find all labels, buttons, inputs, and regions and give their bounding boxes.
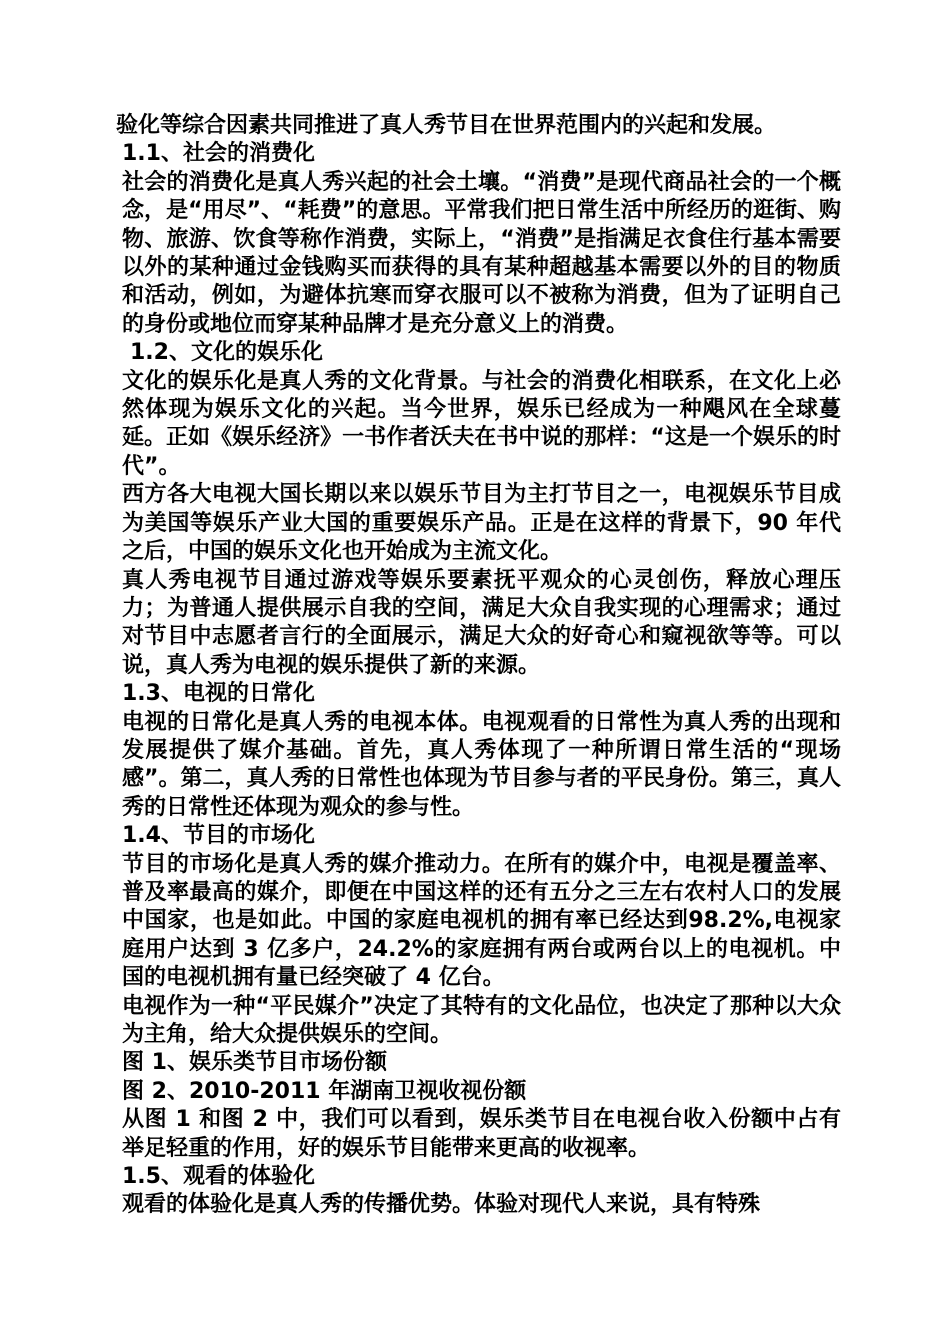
section-heading-1-2: 1.2、文化的娱乐化 (130, 340, 323, 366)
reality-show-function-paragraph: 真人秀电视节目通过游戏等娱乐要素抚平观众的心灵创伤，释放心理压力；为普通人提供展示自我的空间，满足大众自我实现的心理需求；通过对节目中志愿者言行的全面展示，满足大众的好奇心和窥视欲等等。可以说，真人秀为电视的娱乐提供了新的来源。 (122, 567, 841, 678)
intro-paragraph: 验化等综合因素共同推进了真人秀节目在世界范围内的兴起和发展。 (116, 113, 777, 138)
section-heading-1-4: 1.4、节目的市场化 (122, 823, 315, 849)
section-heading-1-1: 1.1、社会的消费化 (122, 141, 315, 167)
figure-discussion-paragraph: 从图 1 和图 2 中，我们可以看到，娱乐类节目在电视台收入份额中占有举足轻重的作用，好的娱乐节目能带来更高的收视率。 (122, 1107, 841, 1161)
figure-caption-2: 图 2、2010-2011 年湖南卫视收视份额 (122, 1078, 527, 1104)
consumption-paragraph: 社会的消费化是真人秀兴起的社会土壤。“消费”是现代商品社会的一个概念，是“用尽”、“耗费”的意思。平常我们把日常生活中所经历的逛街、购物、旅游、饮食等称作消费，实际上，“消费”是指满足衣食住行基本需要以外的某种通过金钱购买而获得的具有某种超越基本需要以外的目的物质和活动，例如，为避体抗寒而穿衣服可以不被称为消费，但为了证明自己的身份或地位而穿某种品牌才是充分意义上的消费。 (122, 169, 841, 337)
market-paragraph: 节目的市场化是真人秀的媒介推动力。在所有的媒介中，电视是覆盖率、普及率最高的媒介，即便在中国这样的还有五分之三左右农村人口的发展中国家，也是如此。中国的家庭电视机的拥有率已经达到98.2%,电视家庭用户达到 3 亿多户，24.2%的家庭拥有两台或两台以上的电视机。中国的电视机拥有量已经突破了 4 亿台。 (122, 851, 841, 991)
civilian-media-paragraph: 电视作为一种“平民媒介”决定了其特有的文化品位，也决定了那种以大众为主角，给大众提供娱乐的空间。 (122, 993, 841, 1047)
tv-daily-paragraph: 电视的日常化是真人秀的电视本体。电视观看的日常性为真人秀的出现和发展提供了媒介基础。首先，真人秀体现了一种所谓日常生活的“现场感”。第二，真人秀的日常性也体现为节目参与者的平民身份。第三，真人秀的日常性还体现为观众的参与性。 (122, 709, 841, 820)
document-body (116, 112, 841, 1220)
section-heading-1-5: 1.5、观看的体验化 (122, 1164, 315, 1190)
entertainment-paragraph: 文化的娱乐化是真人秀的文化背景。与社会的消费化相联系，在文化上必然体现为娱乐文化的兴起。当今世界，娱乐已经成为一种飓风在全球蔓延。正如《娱乐经济》一书作者沃夫在书中说的那样：“这是一个娱乐的时代”。 (122, 368, 841, 479)
section-heading-1-3: 1.3、电视的日常化 (122, 681, 315, 707)
experience-paragraph: 观看的体验化是真人秀的传播优势。体验对现代人来说，具有特殊 (122, 1192, 761, 1218)
figure-caption-1: 图 1、娱乐类节目市场份额 (122, 1050, 387, 1076)
western-tv-paragraph: 西方各大电视大国长期以来以娱乐节目为主打节目之一，电视娱乐节目成为美国等娱乐产业大国的重要娱乐产品。正是在这样的背景下，90 年代之后，中国的娱乐文化也开始成为主流文化。 (122, 482, 841, 565)
